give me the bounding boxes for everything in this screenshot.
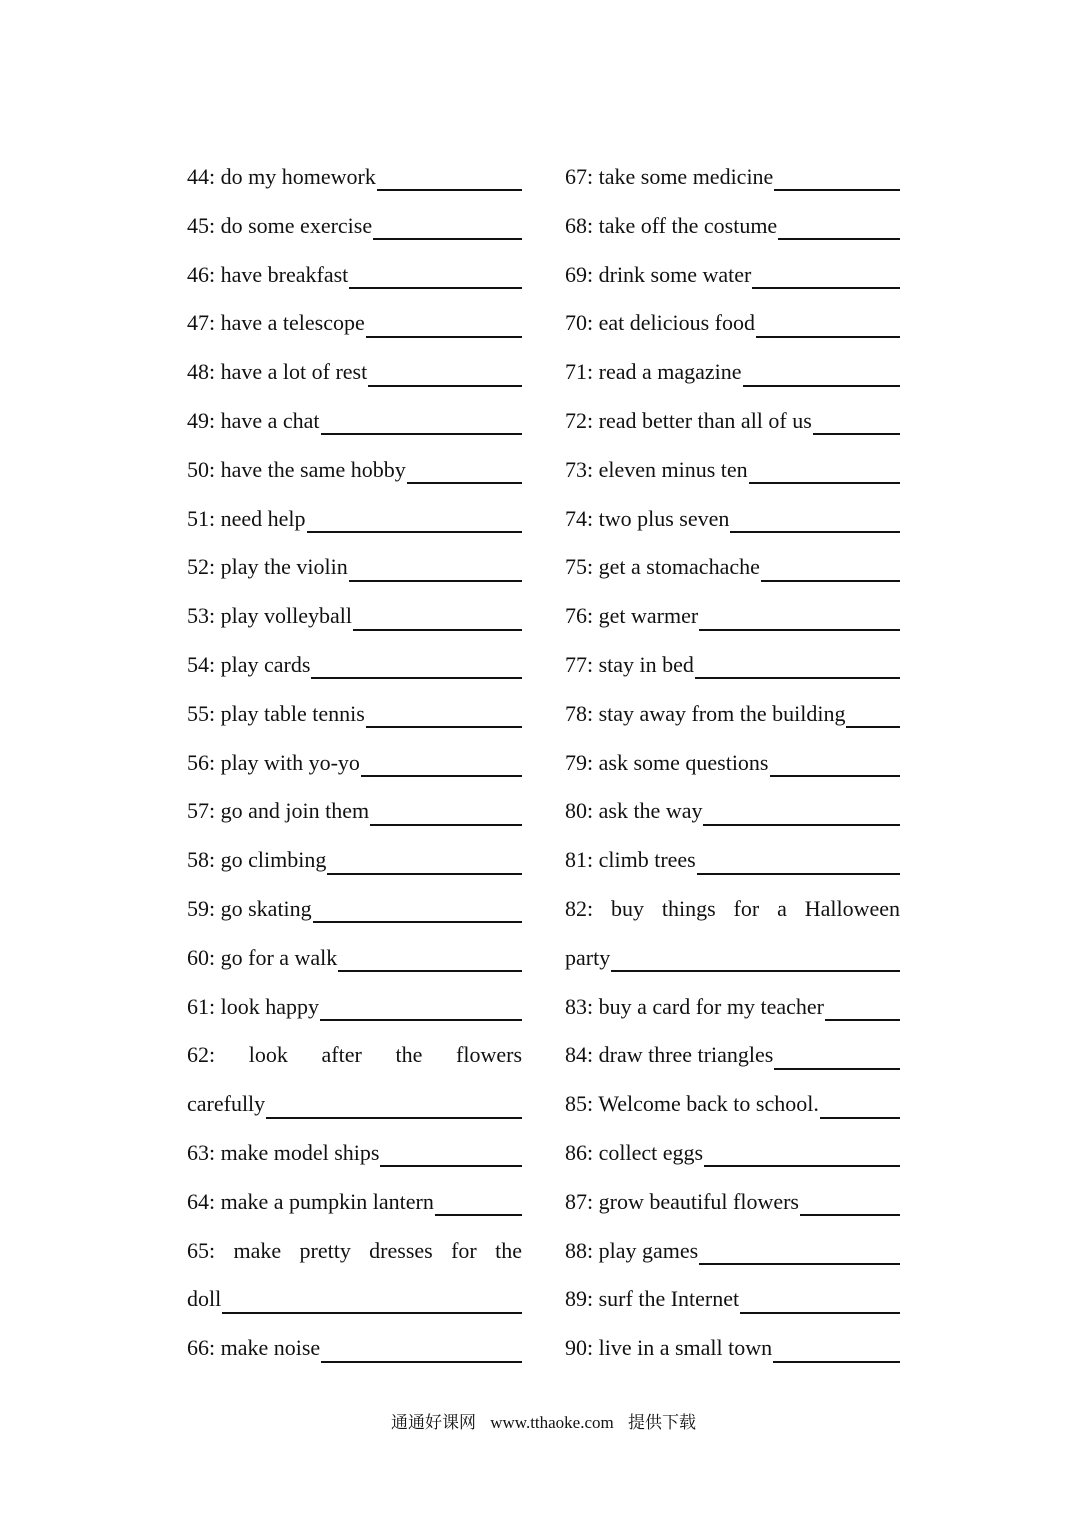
answer-blank[interactable] — [825, 993, 900, 1021]
phrase-item — [565, 543, 900, 592]
answer-blank[interactable] — [222, 1286, 522, 1314]
phrase-item — [565, 153, 900, 202]
phrase-item — [565, 787, 900, 836]
phrase-text: 84: draw three triangles — [565, 1042, 774, 1068]
phrase-item — [565, 1227, 900, 1276]
footer-url: www.tthaoke.com — [490, 1413, 614, 1432]
answer-blank[interactable] — [338, 944, 522, 972]
phrase-item — [187, 153, 522, 202]
phrase-item — [565, 739, 900, 788]
answer-blank[interactable] — [321, 1335, 522, 1363]
phrase-item — [187, 787, 522, 836]
answer-blank[interactable] — [761, 554, 900, 582]
phrase-text: 69: drink some water — [565, 261, 752, 287]
phrase-text: 52: play the violin — [187, 554, 348, 580]
phrase-item — [187, 592, 522, 641]
phrase-item — [565, 592, 900, 641]
phrase-item — [565, 836, 900, 885]
phrase-text: 48: have a lot of rest — [187, 359, 368, 385]
phrase-item-continuation — [565, 934, 900, 983]
phrase-item — [187, 690, 522, 739]
phrase-text: 79: ask some questions — [565, 749, 769, 775]
phrase-item — [565, 983, 900, 1032]
phrase-item — [565, 202, 900, 251]
phrase-text: 87: grow beautiful flowers — [565, 1188, 799, 1214]
phrase-text: 71: read a magazine — [565, 359, 742, 385]
answer-blank[interactable] — [695, 651, 900, 679]
phrase-text: 70: eat delicious food — [565, 310, 756, 336]
phrase-text: 76: get warmer — [565, 603, 699, 629]
answer-blank[interactable] — [353, 603, 522, 631]
answer-blank[interactable] — [407, 456, 522, 484]
answer-blank[interactable] — [820, 1091, 900, 1119]
answer-blank[interactable] — [743, 359, 900, 387]
phrase-item — [187, 348, 522, 397]
phrase-item — [565, 1324, 900, 1373]
answer-blank[interactable] — [740, 1286, 900, 1314]
left-column — [187, 153, 522, 1373]
phrase-text: 56: play with yo-yo — [187, 749, 360, 775]
phrase-item — [187, 934, 522, 983]
phrase-text: 90: live in a small town — [565, 1335, 773, 1361]
answer-blank[interactable] — [311, 651, 522, 679]
answer-blank[interactable] — [773, 1335, 900, 1363]
answer-blank[interactable] — [846, 700, 900, 728]
answer-blank[interactable] — [774, 163, 900, 191]
footer — [0, 1408, 1087, 1433]
answer-blank[interactable] — [730, 505, 900, 533]
answer-blank[interactable] — [361, 749, 522, 777]
phrase-item — [187, 251, 522, 300]
answer-blank[interactable] — [752, 261, 900, 289]
answer-blank[interactable] — [813, 407, 900, 435]
answer-blank[interactable] — [366, 700, 522, 728]
phrase-text: 60: go for a walk — [187, 944, 338, 970]
answer-blank[interactable] — [770, 749, 901, 777]
answer-blank[interactable] — [703, 798, 900, 826]
phrase-text: 88: play games — [565, 1237, 699, 1263]
phrase-item: 65: make pretty dresses for the — [187, 1237, 522, 1263]
phrase-text: 66: make noise — [187, 1335, 321, 1361]
phrase-item — [565, 1129, 900, 1178]
answer-blank[interactable] — [327, 847, 522, 875]
phrase-text: doll — [187, 1286, 222, 1312]
answer-blank[interactable] — [778, 212, 900, 240]
phrase-text: 63: make model ships — [187, 1139, 380, 1165]
phrase-text: 78: stay away from the building — [565, 700, 846, 726]
phrase-text: 73: eleven minus ten — [565, 456, 748, 482]
phrase-item: 82: buy things for a Halloween — [565, 895, 900, 921]
phrase-text: 86: collect eggs — [565, 1139, 704, 1165]
phrase-text: 83: buy a card for my teacher — [565, 993, 824, 1019]
phrase-text: 59: go skating — [187, 895, 312, 921]
answer-blank[interactable] — [377, 163, 522, 191]
phrase-text: 68: take off the costume — [565, 212, 778, 238]
phrase-item — [565, 1080, 900, 1129]
phrase-item — [565, 1178, 900, 1227]
right-column — [565, 153, 900, 1373]
phrase-item — [187, 1324, 522, 1373]
phrase-item-continuation — [187, 1275, 522, 1324]
phrase-text: 50: have the same hobby — [187, 456, 406, 482]
phrase-text: 89: surf the Internet — [565, 1286, 740, 1312]
answer-blank[interactable] — [749, 456, 900, 484]
answer-blank[interactable] — [699, 1237, 900, 1265]
phrase-text: 47: have a telescope — [187, 310, 365, 336]
answer-blank[interactable] — [370, 798, 522, 826]
phrase-item — [187, 1129, 522, 1178]
phrase-item — [187, 202, 522, 251]
answer-blank[interactable] — [697, 847, 900, 875]
phrase-item — [187, 1178, 522, 1227]
phrase-text: 64: make a pumpkin lantern — [187, 1188, 434, 1214]
phrase-item — [187, 397, 522, 446]
phrase-text: 53: play volleyball — [187, 603, 352, 629]
phrase-item — [187, 543, 522, 592]
answer-blank[interactable] — [380, 1139, 522, 1167]
answer-blank[interactable] — [611, 944, 900, 972]
phrase-item — [565, 1031, 900, 1080]
answer-blank[interactable] — [349, 261, 522, 289]
phrase-text: 54: play cards — [187, 651, 311, 677]
phrase-text: 85: Welcome back to school. — [565, 1091, 819, 1117]
phrase-text: 77: stay in bed — [565, 651, 694, 677]
phrase-item — [187, 299, 522, 348]
phrase-text: 81: climb trees — [565, 847, 696, 873]
answer-blank[interactable] — [366, 310, 522, 338]
answer-blank[interactable] — [349, 554, 522, 582]
phrase-text: 72: read better than all of us — [565, 407, 812, 433]
answer-blank[interactable] — [756, 310, 900, 338]
phrase-text: 49: have a chat — [187, 407, 320, 433]
answer-blank[interactable] — [435, 1188, 522, 1216]
answer-blank[interactable] — [368, 359, 522, 387]
answer-blank[interactable] — [321, 407, 522, 435]
answer-blank[interactable] — [373, 212, 522, 240]
phrase-item — [187, 983, 522, 1032]
phrase-text: 46: have breakfast — [187, 261, 349, 287]
phrase-item — [187, 641, 522, 690]
phrase-text: 61: look happy — [187, 993, 319, 1019]
phrase-text: party — [565, 944, 611, 970]
phrase-text: 80: ask the way — [565, 798, 703, 824]
phrase-item — [565, 251, 900, 300]
phrase-item — [187, 836, 522, 885]
phrase-text: 51: need help — [187, 505, 306, 531]
phrase-text: 67: take some medicine — [565, 164, 774, 189]
phrase-text: 74: two plus seven — [565, 505, 730, 531]
phrase-item — [565, 1275, 900, 1324]
phrase-item: 62: look after the flowers — [187, 1042, 522, 1068]
answer-blank[interactable] — [307, 505, 522, 533]
phrase-text: 58: go climbing — [187, 847, 327, 873]
phrase-item — [187, 495, 522, 544]
answer-blank[interactable] — [313, 895, 522, 923]
phrase-item — [565, 446, 900, 495]
footer-site-name: 通通好课网 — [390, 1413, 476, 1432]
phrase-item — [187, 446, 522, 495]
phrase-item — [565, 299, 900, 348]
answer-blank[interactable] — [320, 993, 522, 1021]
footer-suffix: 提供下载 — [628, 1413, 697, 1432]
phrase-item — [565, 397, 900, 446]
answer-blank[interactable] — [699, 603, 900, 631]
answer-blank[interactable] — [704, 1139, 900, 1167]
answer-blank[interactable] — [800, 1188, 900, 1216]
phrase-item — [565, 641, 900, 690]
phrase-item — [565, 495, 900, 544]
answer-blank[interactable] — [774, 1042, 900, 1070]
phrase-item — [187, 885, 522, 934]
phrase-text: carefully — [187, 1091, 266, 1117]
phrase-text: 44: do my homework — [187, 164, 376, 189]
phrase-item — [565, 690, 900, 739]
phrase-text: 55: play table tennis — [187, 700, 365, 726]
phrase-item — [565, 348, 900, 397]
phrase-text: 75: get a stomachache — [565, 554, 760, 580]
phrase-text: 57: go and join them — [187, 798, 370, 824]
phrase-item — [187, 739, 522, 788]
phrase-item-continuation — [187, 1080, 522, 1129]
answer-blank[interactable] — [266, 1091, 522, 1119]
phrase-text: 45: do some exercise — [187, 212, 373, 238]
